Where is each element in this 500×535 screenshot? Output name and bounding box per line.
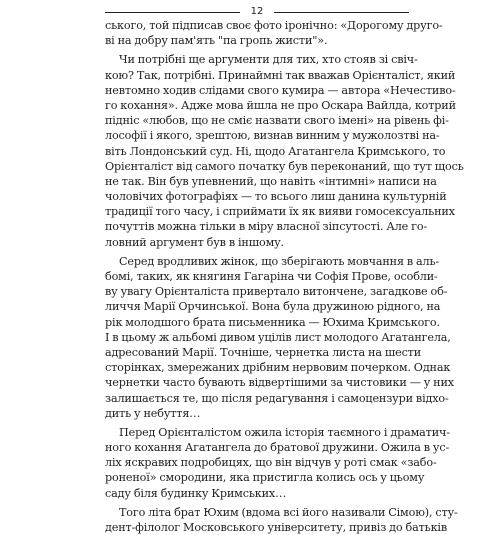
text-line: І в цьому ж альбомі дивом уцілів лист молодого Агатангела,	[105, 330, 451, 344]
text-line: невтомно ходив слідами свого кумира — автора «Нечестиво-	[105, 83, 456, 97]
text-line: ного кохання Агатангела до братової дружини. Ожила в ус-	[105, 441, 450, 455]
text-line: ського, той підписав своє фото іронічно: «Дорогому друго-	[105, 19, 443, 32]
text-line: го кохання». Адже мова йшла не про Оскара Вайлда, котрий	[105, 98, 456, 112]
text-line: кою? Так, потрібні. Принаймні так вважав Орієнталіст, який	[105, 68, 456, 82]
text-line: личчя Марії Орчинської. Вона була дружиною рідного, на	[105, 300, 441, 314]
text-line: традиції того часу, і сприймати їх як вияви гомосексуальних	[105, 205, 455, 219]
text-line: почуттів можна тільки в міру власної зіпсутості. Але го-	[105, 220, 428, 234]
text-line: Орієнталіст від самого початку був переконаний, що тут щось	[105, 159, 464, 173]
body-text	[105, 18, 464, 535]
text-line: Чи потрібні ще аргументи для тих, хто стояв зі свіч-	[119, 53, 418, 67]
text-line: лософії і якого, зрештою, визнав винним у мужолозтві на-	[105, 129, 440, 143]
text-line: чернетки часто бувають відвертішими за чистовики — у них	[105, 376, 454, 390]
text-line: Того літа брат Юхим (вдома всі його називали Сімою), сту-	[119, 505, 458, 519]
text-line: адресований Марії. Точніше, чернетка листа на шести	[105, 345, 422, 359]
text-line: сторінках, змережаних дрібним нервовим почерком. Однак	[105, 361, 451, 375]
text-line: не так. Він був упевнений, що навіть «інтимні» написи на	[105, 174, 437, 188]
text-line: залишається те, що після редагування і самоцензури відхо-	[105, 391, 449, 405]
text-line: рік молодшого брата письменника — Юхима Кримського.	[105, 315, 440, 329]
text-line: чоловічих фотографіях — то всього лиш данина культурній	[105, 190, 447, 204]
text-line: ву увагу Орієнталіста привертало витончене, загадкове об-	[105, 285, 448, 299]
text-line: підніс «любов, що не сміє назвати свого імені» на рівень фі-	[105, 114, 449, 128]
text-line: роненої» смородини, яка пристигла колись ось у цьому	[105, 471, 425, 485]
page-number: 12	[105, 5, 409, 19]
text-line: Перед Орієнталістом ожила історія таємного і драматич-	[119, 425, 450, 439]
text-line: дент-філолог Московського університету, привіз до батьків	[105, 521, 447, 534]
text-line: ві на добру пам'ять "па гропь жисти"».	[105, 34, 328, 48]
text-line: саду біля будинку Кримських…	[105, 486, 287, 500]
text-line: дить у небуття…	[105, 406, 201, 420]
text-line: ловний аргумент був в іншому.	[105, 235, 284, 249]
text-line: Серед вродливих жінок, що зберігають мовчання в аль-	[119, 254, 440, 268]
text-line: ліх яскравих подробицях, що він відчув у роті смак «забо-	[105, 456, 437, 470]
text-line: бомі, таких, як княгиня Гагаріна чи Софія Прове, особли-	[105, 270, 438, 283]
text-line: віть Лондонський суд. Ні, щодо Агатангела Кримського, то	[105, 144, 446, 158]
